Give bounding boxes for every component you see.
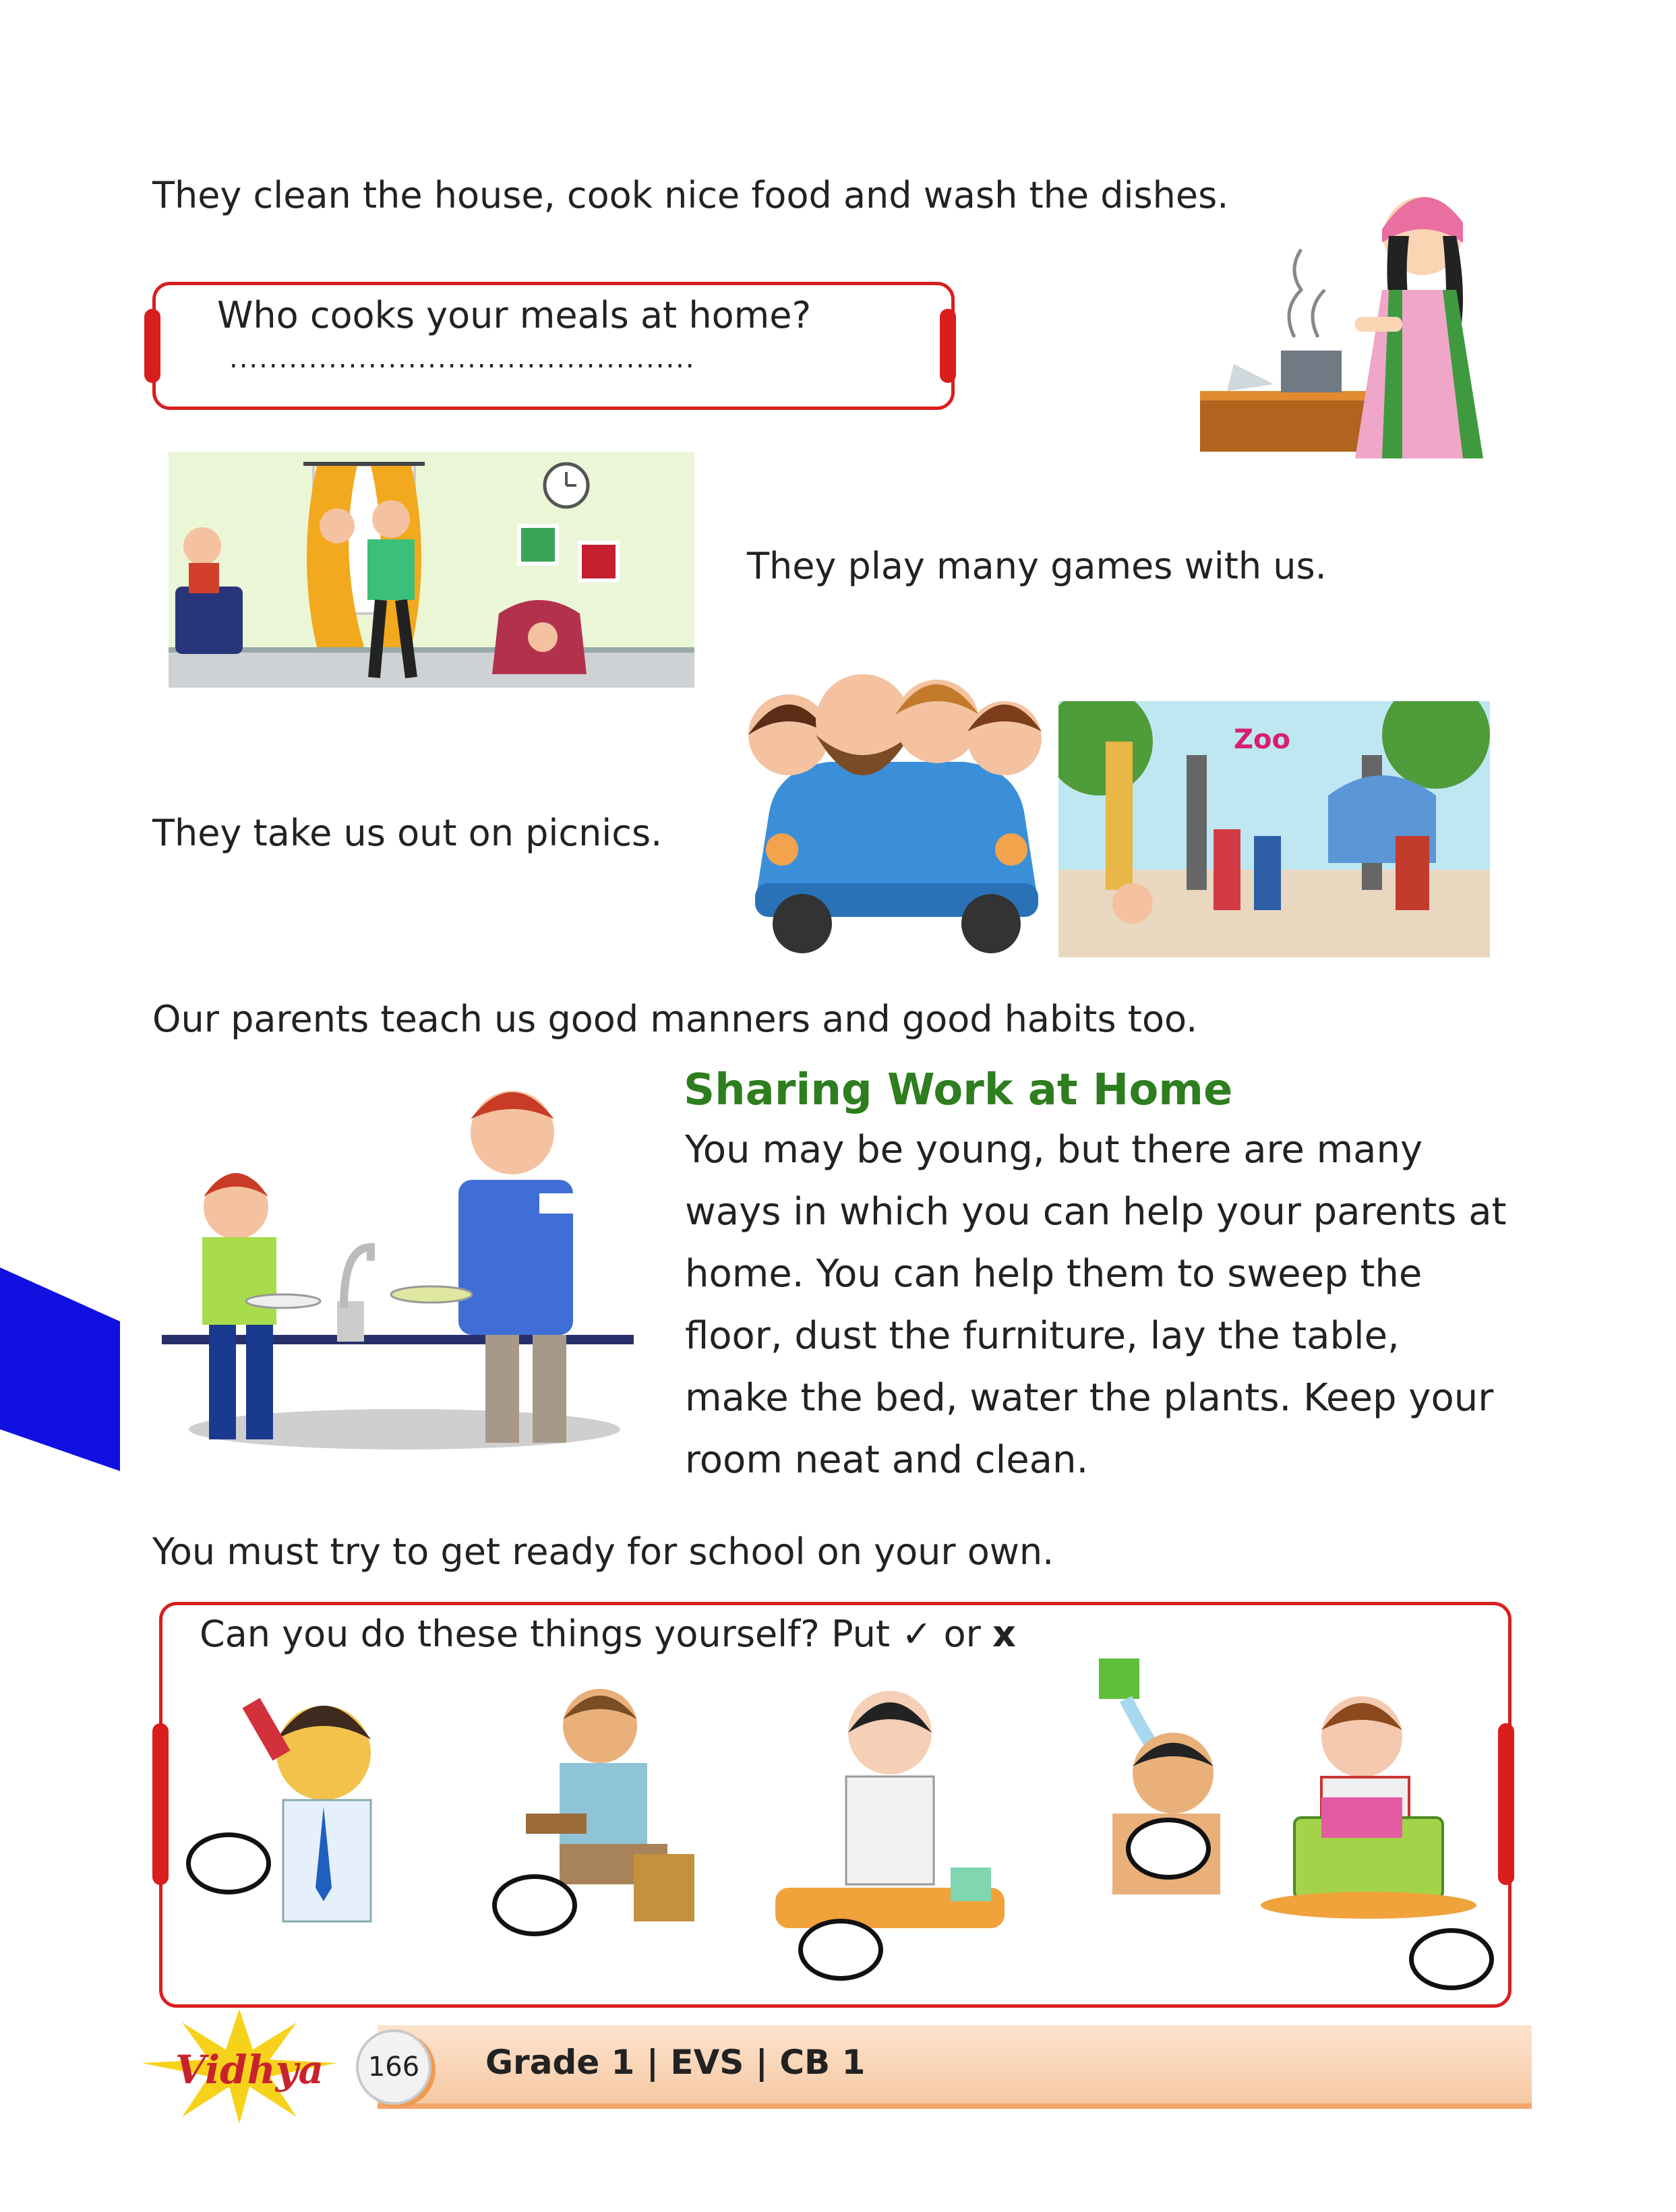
- activity-prompt: [200, 1613, 1016, 1656]
- zoo-illustration: [1058, 701, 1490, 957]
- text-picnics: They take us out on picnics.: [152, 812, 663, 854]
- answer-dotted-line[interactable]: ...............................................: [229, 343, 696, 374]
- father-son-dishes-illustration: [162, 1079, 661, 1456]
- family-car-illustration: [742, 667, 1052, 957]
- tick-mark-icon: ✓: [901, 1613, 932, 1655]
- cross-mark-icon: x: [992, 1613, 1016, 1655]
- activity-prompt-text: Can you do these things yourself? Put: [200, 1613, 891, 1655]
- answer-oval-5[interactable]: [1409, 1928, 1494, 1990]
- girl-packing-bag-illustration: [1254, 1676, 1483, 1946]
- box-tab-right: [940, 309, 956, 383]
- activity-tab-right: [1498, 1723, 1514, 1885]
- text-clean-house: They clean the house, cook nice food and wash the dishes.: [152, 174, 1229, 216]
- text-get-ready: You must try to get ready for school on your own.: [152, 1530, 1054, 1573]
- answer-oval-2[interactable]: [492, 1874, 577, 1936]
- text-play-games: They play many games with us.: [747, 545, 1327, 587]
- page-number: 166: [356, 2029, 431, 2105]
- answer-oval-3[interactable]: [798, 1919, 883, 1981]
- logo-text: Vidhya: [175, 2047, 324, 2093]
- activity-tab-left: [152, 1723, 169, 1885]
- zoo-sign: Zoo: [1234, 724, 1290, 755]
- side-tab-decoration: [0, 0, 135, 2212]
- vidhya-logo: [128, 2009, 351, 2124]
- section-heading: Sharing Work at Home: [684, 1065, 1233, 1115]
- footer-label: Grade 1 | EVS | CB 1: [485, 2043, 866, 2082]
- family-playing-illustration: [162, 445, 701, 708]
- question-text: Who cooks your meals at home?: [217, 294, 812, 336]
- answer-oval-4[interactable]: [1126, 1818, 1211, 1880]
- text-manners: Our parents teach us good manners and good habits too.: [152, 998, 1198, 1040]
- or-text: or: [943, 1613, 981, 1655]
- mother-cooking-illustration: [1200, 169, 1490, 472]
- section-paragraph: You may be young, but there are many ways in which you can help your parents at home. You can help them to sweep the floor, dust the furniture, lay the table, make the bed, water the plants. Keep your room neat and clean.: [685, 1128, 1507, 1482]
- answer-oval-1[interactable]: [186, 1832, 271, 1894]
- box-tab-left: [144, 309, 160, 383]
- girl-buttoning-shirt-illustration: [769, 1672, 1011, 1955]
